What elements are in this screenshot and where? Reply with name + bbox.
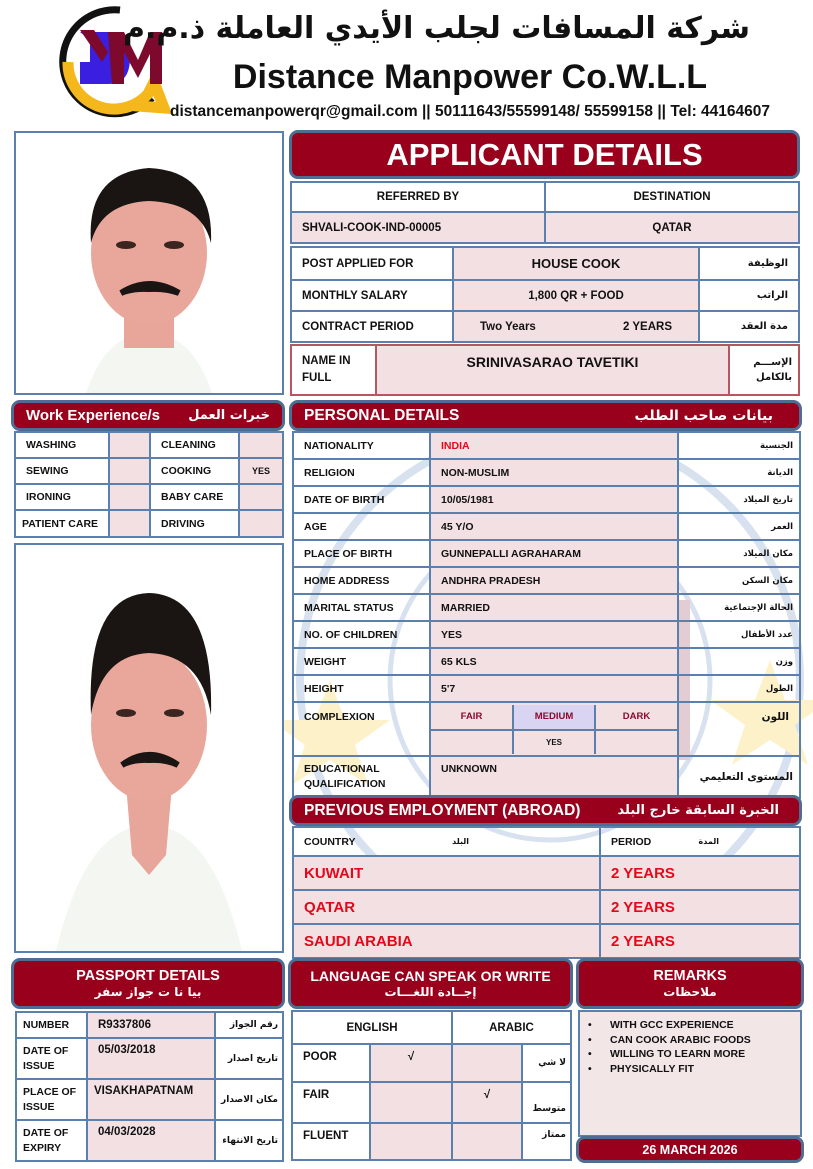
table-row (292, 1082, 571, 1123)
table-row (293, 567, 800, 594)
complexion-options (430, 702, 678, 756)
applicant-photo-large (14, 543, 284, 953)
weight-value: 65 KLS (430, 648, 678, 675)
remark-item (588, 1047, 800, 1062)
remarks-list (588, 1018, 800, 1076)
destination-value: QATAR (545, 212, 799, 243)
referral-table (290, 181, 800, 244)
full-name-value: SRINIVASARAO TAVETIKI (376, 345, 729, 395)
contract-arabic: مدة العقد (699, 311, 799, 342)
issue-date-arabic: تاريخ اصدار (215, 1038, 283, 1079)
referred-by-value: SHVALI-COOK-IND-00005 (291, 212, 545, 243)
destination-label: DESTINATION (545, 182, 799, 212)
applicant-photo-small (14, 131, 284, 395)
employment-country: SAUDI ARABIA (293, 924, 600, 958)
table-row (291, 311, 799, 342)
passport-title-bar (11, 958, 285, 1009)
table-row (15, 484, 283, 510)
arabic-fair-check: √ (452, 1082, 522, 1123)
date-of-birth-value: 10/05/1981 (430, 486, 678, 513)
previous-employment-table (292, 826, 801, 959)
employment-period: 2 YEARS (600, 924, 800, 958)
english-fluent-check (370, 1123, 452, 1160)
passport-title-arabic: بيا نا ت جواز سفر (94, 985, 202, 999)
country-header (293, 827, 600, 856)
language-title-arabic: إجــادة اللغـــات (384, 984, 477, 999)
skill-cooking: COOKING (150, 458, 239, 484)
level-fluent-arabic: ممتاز (522, 1123, 571, 1160)
table-row (15, 458, 283, 484)
marital-status-label: MARITAL STATUS (293, 594, 430, 621)
skill-patient-care: PATIENT CARE (15, 510, 109, 537)
table-row (291, 247, 799, 280)
company-contact-line: distancemanpowerqr@gmail.com || 50111643/55599148/ 55599158 || Tel: 44164607 (169, 103, 771, 120)
age-value: 45 Y/O (430, 513, 678, 540)
table-row (16, 1079, 283, 1120)
passport-number-arabic: رقم الجواز (215, 1012, 283, 1038)
table-row (16, 1012, 283, 1038)
bullet-icon: • (588, 1062, 592, 1075)
skill-driving: DRIVING (150, 510, 239, 537)
height-label: HEIGHT (293, 675, 430, 702)
issue-date-value: 05/03/2018 (87, 1038, 215, 1079)
language-table (291, 1010, 572, 1161)
level-fair-arabic: متوسط (522, 1082, 571, 1123)
weight-arabic: وزن (678, 648, 800, 675)
religion-value: NON-MUSLIM (430, 459, 678, 486)
height-arabic: الطول (678, 675, 800, 702)
table-row (293, 621, 800, 648)
marital-status-value: MARRIED (430, 594, 678, 621)
period-header (600, 827, 800, 856)
english-header: ENGLISH (292, 1011, 452, 1044)
company-name-english: Distance Manpower Co.W.L.L (232, 58, 708, 96)
nationality-label: NATIONALITY (293, 432, 430, 459)
post-value: HOUSE COOK (453, 247, 699, 280)
remark-text: PHYSICALLY FIT (610, 1062, 695, 1075)
arabic-poor-check (452, 1044, 522, 1082)
remarks-title: REMARKS (653, 967, 727, 984)
date-of-birth-arabic: تاريخ الميلاد (678, 486, 800, 513)
complexion-arabic: اللون (678, 702, 800, 756)
period-arabic: المدة (698, 837, 719, 846)
place-of-birth-label: PLACE OF BIRTH (293, 540, 430, 567)
applicant-details-title: APPLICANT DETAILS (386, 136, 703, 172)
table-row (293, 486, 800, 513)
table-row (15, 510, 283, 537)
nationality-value: INDIA (430, 432, 678, 459)
level-poor-arabic: لا شي (522, 1044, 571, 1082)
age-label: AGE (293, 513, 430, 540)
work-experience-title-bar (11, 400, 285, 431)
previous-employment-title-bar (289, 795, 802, 826)
height-value: 5'7 (430, 675, 678, 702)
education-arabic: المستوى التعليمي (678, 756, 800, 798)
complexion-dark: DARK (595, 705, 677, 730)
complexion-dark-mark (595, 730, 677, 754)
no-of-children-value: YES (430, 621, 678, 648)
period-label: PERIOD (611, 835, 652, 848)
skill-patient-care-value (109, 510, 150, 537)
marital-status-arabic: الحالة الإجتماعية (678, 594, 800, 621)
table-row (293, 648, 800, 675)
skill-sewing-value (109, 458, 150, 484)
skill-sewing: SEWING (15, 458, 109, 484)
remark-text: WITH GCC EXPERIENCE (610, 1019, 734, 1031)
table-row (15, 432, 283, 458)
nationality-arabic: الجنسية (678, 432, 800, 459)
employment-period: 2 YEARS (600, 856, 800, 890)
no-of-children-arabic: عدد الأطفال (678, 621, 800, 648)
post-label: POST APPLIED FOR (291, 247, 453, 280)
remark-text: CAN COOK ARABIC FOODS (610, 1033, 751, 1046)
name-arabic: الإســـم بالكامل (729, 345, 799, 395)
remark-item (588, 1033, 800, 1048)
work-experience-table (14, 431, 284, 538)
passport-number-value: R9337806 (87, 1012, 215, 1038)
level-fluent: FLUENT (292, 1123, 370, 1160)
remark-text: WILLING TO LEARN MORE (610, 1048, 746, 1060)
table-row (292, 1123, 571, 1160)
weight-label: WEIGHT (293, 648, 430, 675)
employment-country: QATAR (293, 890, 600, 924)
level-poor: POOR (292, 1044, 370, 1082)
issue-place-label: PLACE OF ISSUE (16, 1079, 87, 1120)
personal-details-title: PERSONAL DETAILS (304, 406, 460, 424)
portrait-image-full (16, 545, 282, 951)
bullet-icon: • (588, 1019, 592, 1031)
no-of-children-label: NO. OF CHILDREN (293, 621, 430, 648)
name-table (290, 344, 800, 396)
table-row (293, 675, 800, 702)
table-row (16, 1120, 283, 1161)
issue-place-value: VISAKHAPATNAM (87, 1079, 215, 1120)
document-date: 26 MARCH 2026 (642, 1142, 738, 1157)
table-row (293, 513, 800, 540)
religion-arabic: الديانة (678, 459, 800, 486)
previous-employment-title-arabic: الخبرة السابقة خارج البلد (617, 803, 779, 818)
bullet-icon: • (588, 1033, 592, 1046)
passport-number-label: NUMBER (16, 1012, 87, 1038)
place-of-birth-arabic: مكان الميلاد (678, 540, 800, 567)
education-row (293, 756, 800, 798)
table-row (293, 594, 800, 621)
employment-period: 2 YEARS (600, 890, 800, 924)
remark-item (588, 1062, 800, 1077)
table-row (292, 1044, 571, 1082)
date-of-birth-label: DATE OF BIRTH (293, 486, 430, 513)
complexion-medium-mark: YES (513, 730, 595, 754)
personal-details-table (292, 431, 801, 799)
work-experience-title-arabic: خبرات العمل (188, 408, 270, 423)
home-address-label: HOME ADDRESS (293, 567, 430, 594)
referred-by-label: REFERRED BY (291, 182, 545, 212)
contract-value-number: 2 YEARS (622, 320, 672, 333)
remarks-title-bar (576, 958, 804, 1009)
job-table (290, 246, 800, 343)
personal-details-title-arabic: بيانات صاحب الطلب (634, 407, 773, 424)
skill-baby-care: BABY CARE (150, 484, 239, 510)
portrait-image (16, 133, 282, 393)
complexion-fair-mark (431, 730, 513, 754)
table-row (291, 280, 799, 311)
name-label: NAME IN FULL (291, 345, 376, 395)
complexion-medium: MEDIUM (513, 705, 595, 730)
employment-country: KUWAIT (293, 856, 600, 890)
contract-label: CONTRACT PERIOD (291, 311, 453, 342)
table-row (293, 924, 800, 958)
english-fair-check (370, 1082, 452, 1123)
country-arabic: البلد (452, 837, 469, 846)
remarks-title-arabic: ملاحظات (663, 985, 717, 999)
arabic-fluent-check (452, 1123, 522, 1160)
level-fair: FAIR (292, 1082, 370, 1123)
contract-value-words: Two Years (480, 320, 536, 333)
religion-label: RELIGION (293, 459, 430, 486)
applicant-details-title-bar (289, 130, 800, 179)
education-value: UNKNOWN (430, 756, 678, 798)
table-row (293, 856, 800, 890)
skill-ironing: IRONING (15, 484, 109, 510)
table-row (293, 432, 800, 459)
salary-arabic: الراتب (699, 280, 799, 311)
company-name-arabic: شركة المسافات لجلب الأيدي العاملة ذ.م.م (122, 11, 750, 46)
remark-item (588, 1018, 800, 1033)
salary-label: MONTHLY SALARY (291, 280, 453, 311)
skill-cooking-value: YES (239, 458, 283, 484)
issue-place-arabic: مكان الاصدار (215, 1079, 283, 1120)
skill-baby-care-value (239, 484, 283, 510)
table-row (293, 540, 800, 567)
table-row (293, 890, 800, 924)
bullet-icon: • (588, 1048, 592, 1060)
skill-ironing-value (109, 484, 150, 510)
issue-date-label: DATE OF ISSUE (16, 1038, 87, 1079)
country-label: COUNTRY (304, 835, 356, 848)
table-row (16, 1038, 283, 1079)
complexion-row (293, 702, 800, 756)
previous-employment-title: PREVIOUS EMPLOYMENT (ABROAD) (304, 801, 581, 819)
skill-cleaning: CLEANING (150, 432, 239, 458)
post-arabic: الوظيفة (699, 247, 799, 280)
remarks-box (578, 1010, 802, 1137)
education-label: EDUCATIONAL QUALIFICATION (293, 756, 430, 798)
table-row (293, 459, 800, 486)
expiry-date-arabic: تاريخ الانتهاء (215, 1120, 283, 1161)
passport-table (15, 1011, 284, 1162)
expiry-date-value: 04/03/2028 (87, 1120, 215, 1161)
skill-washing-value (109, 432, 150, 458)
skill-washing: WASHING (15, 432, 109, 458)
personal-details-title-bar (289, 400, 802, 431)
passport-title: PASSPORT DETAILS (76, 967, 220, 984)
salary-value: 1,800 QR + FOOD (453, 280, 699, 311)
age-arabic: العمر (678, 513, 800, 540)
language-title: LANGUAGE CAN SPEAK OR WRITE (310, 967, 551, 984)
place-of-birth-value: GUNNEPALLI AGRAHARAM (430, 540, 678, 567)
skill-driving-value (239, 510, 283, 537)
home-address-value: ANDHRA PRADESH (430, 567, 678, 594)
expiry-date-label: DATE OF EXPIRY (16, 1120, 87, 1161)
complexion-fair: FAIR (431, 705, 513, 730)
contract-value (453, 311, 699, 342)
arabic-header: ARABIC (452, 1011, 571, 1044)
work-experience-title: Work Experience/s (26, 407, 160, 424)
english-poor-check: √ (370, 1044, 452, 1082)
language-title-bar (288, 958, 573, 1009)
date-bar (576, 1136, 804, 1163)
skill-cleaning-value (239, 432, 283, 458)
home-address-arabic: مكان السكن (678, 567, 800, 594)
complexion-label: COMPLEXION (293, 702, 430, 756)
